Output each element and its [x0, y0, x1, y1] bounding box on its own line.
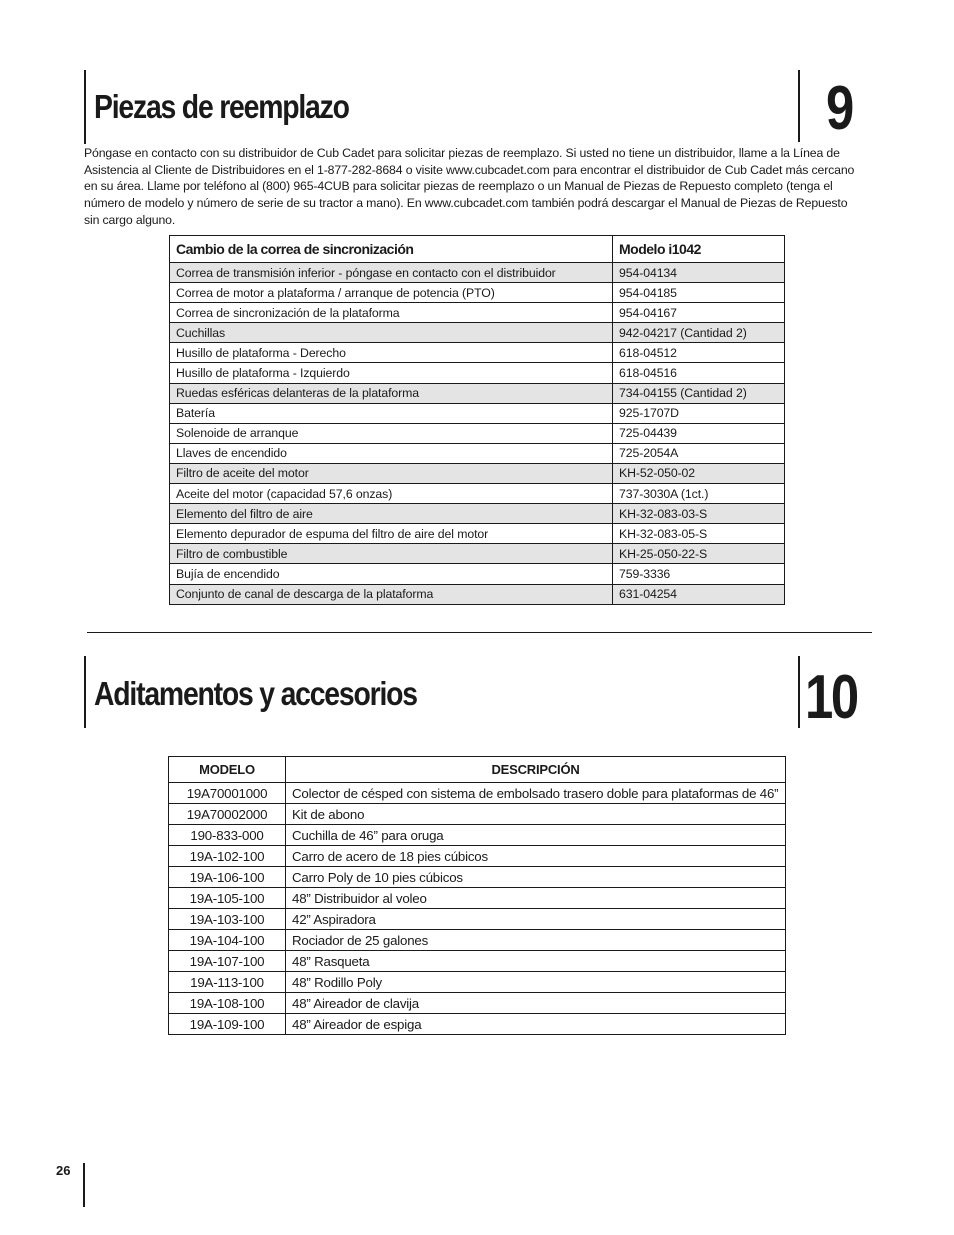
part-description: Correa de sincronización de la plataforma	[170, 303, 613, 323]
accessories-table	[168, 756, 786, 1035]
part-description: Husillo de plataforma - Izquierdo	[170, 363, 613, 383]
accessory-description: Kit de abono	[286, 804, 786, 825]
part-description: Conjunto de canal de descarga de la plataforma	[170, 584, 613, 604]
part-description: Correa de transmisión inferior - póngase en contacto con el distribuidor	[170, 263, 613, 283]
table-row	[170, 423, 785, 443]
part-number: KH-52-050-02	[613, 463, 785, 483]
accessory-model: 19A70002000	[169, 804, 286, 825]
table-row	[170, 403, 785, 423]
section10-number-rule	[798, 656, 800, 728]
table-row	[170, 504, 785, 524]
section10-title: Aditamentos y accesorios	[94, 675, 417, 712]
table-row	[170, 303, 785, 323]
accessory-description: 48” Aireador de clavija	[286, 993, 786, 1014]
table-row	[169, 1014, 786, 1035]
acc-header-model: MODELO	[169, 757, 286, 783]
section-divider	[87, 632, 872, 633]
section10-number: 10	[805, 663, 857, 732]
part-number: 759-3336	[613, 564, 785, 584]
accessory-model: 19A-104-100	[169, 930, 286, 951]
table-header-row	[170, 236, 785, 263]
table-row	[169, 930, 786, 951]
section9-number: 9	[826, 74, 852, 143]
part-description: Solenoide de arranque	[170, 423, 613, 443]
accessory-model: 19A-106-100	[169, 867, 286, 888]
accessory-model: 19A-107-100	[169, 951, 286, 972]
table-header-row	[169, 757, 786, 783]
page-number: 26	[56, 1163, 71, 1178]
section9-title: Piezas de reemplazo	[94, 88, 349, 125]
part-number: KH-32-083-03-S	[613, 504, 785, 524]
section9-intro	[84, 145, 862, 229]
part-description: Elemento del filtro de aire	[170, 504, 613, 524]
table-row	[170, 484, 785, 504]
accessory-model: 19A-103-100	[169, 909, 286, 930]
accessory-model: 19A-108-100	[169, 993, 286, 1014]
table-row	[169, 993, 786, 1014]
replacement-parts-table	[169, 235, 785, 605]
part-number: 618-04512	[613, 343, 785, 363]
table-row	[170, 263, 785, 283]
part-number: 925-1707D	[613, 403, 785, 423]
part-number: 942-04217 (Cantidad 2)	[613, 323, 785, 343]
table-row	[169, 972, 786, 993]
table-row	[170, 564, 785, 584]
table-row	[169, 783, 786, 804]
accessory-description: Colector de césped con sistema de embolsado trasero doble para plataformas de 46”	[286, 783, 786, 804]
part-number: 631-04254	[613, 584, 785, 604]
accessory-description: 48” Rasqueta	[286, 951, 786, 972]
table-row	[169, 951, 786, 972]
part-number: 954-04134	[613, 263, 785, 283]
parts-header-model: Modelo i1042	[613, 236, 785, 263]
table-row	[170, 383, 785, 403]
part-description: Elemento depurador de espuma del filtro de aire del motor	[170, 524, 613, 544]
accessory-model: 19A70001000	[169, 783, 286, 804]
section9-number-rule	[798, 70, 800, 142]
part-number: 725-2054A	[613, 443, 785, 463]
accessory-description: Cuchilla de 46” para oruga	[286, 825, 786, 846]
part-number: 954-04167	[613, 303, 785, 323]
accessory-model: 190-833-000	[169, 825, 286, 846]
part-description: Cuchillas	[170, 323, 613, 343]
table-row	[170, 544, 785, 564]
table-row	[169, 888, 786, 909]
table-row	[170, 363, 785, 383]
table-row	[169, 867, 786, 888]
table-row	[170, 463, 785, 483]
part-description: Bujía de encendido	[170, 564, 613, 584]
accessory-description: Carro de acero de 18 pies cúbicos	[286, 846, 786, 867]
table-row	[169, 846, 786, 867]
acc-header-description: DESCRIPCIÓN	[286, 757, 786, 783]
accessories-table-body	[169, 783, 786, 1035]
part-description: Llaves de encendido	[170, 443, 613, 463]
accessory-model: 19A-113-100	[169, 972, 286, 993]
accessory-description: Carro Poly de 10 pies cúbicos	[286, 867, 786, 888]
table-row	[170, 443, 785, 463]
accessory-description: 42” Aspiradora	[286, 909, 786, 930]
part-number: 734-04155 (Cantidad 2)	[613, 383, 785, 403]
part-description: Filtro de aceite del motor	[170, 463, 613, 483]
accessory-model: 19A-102-100	[169, 846, 286, 867]
table-row	[169, 825, 786, 846]
parts-table-body	[170, 263, 785, 605]
accessory-description: 48” Distribuidor al voleo	[286, 888, 786, 909]
accessory-model: 19A-105-100	[169, 888, 286, 909]
accessory-model: 19A-109-100	[169, 1014, 286, 1035]
part-number: KH-25-050-22-S	[613, 544, 785, 564]
part-number: 618-04516	[613, 363, 785, 383]
table-row	[169, 804, 786, 825]
part-description: Husillo de plataforma - Derecho	[170, 343, 613, 363]
table-row	[170, 343, 785, 363]
accessory-description: Rociador de 25 galones	[286, 930, 786, 951]
part-description: Aceite del motor (capacidad 57,6 onzas)	[170, 484, 613, 504]
section9-left-rule	[84, 70, 86, 144]
part-number: 725-04439	[613, 423, 785, 443]
section10-left-rule	[84, 656, 86, 728]
part-description: Correa de motor a plataforma / arranque de potencia (PTO)	[170, 283, 613, 303]
table-row	[170, 283, 785, 303]
accessory-description: 48” Rodillo Poly	[286, 972, 786, 993]
accessory-description: 48” Aireador de espiga	[286, 1014, 786, 1035]
part-number: 737-3030A (1ct.)	[613, 484, 785, 504]
intro-paragraph: Póngase en contacto con su distribuidor de Cub Cadet para solicitar piezas de reemplazo. Si usted no tiene un distribuidor, llame a la Línea de Asistencia al Cliente de Distribuidores en el 1-877-282-8684 o visite www.cubcadet.com para encontrar el distribuidor de Cub Cadet más cercano en su área. Llame por teléfono al (800) 965-4CUB para solicitar piezas de reemplazo o un Manual de Piezas de Repuesto completo (tenga el número de modelo y número de serie de su tractor a mano). En www.cubcadet.com también podrá descargar el Manual de Piezas de Repuesto sin cargo alguno.	[84, 146, 855, 227]
table-row	[169, 909, 786, 930]
footer-rule	[83, 1163, 85, 1207]
part-description: Filtro de combustible	[170, 544, 613, 564]
part-description: Batería	[170, 403, 613, 423]
part-number: KH-32-083-05-S	[613, 524, 785, 544]
table-row	[170, 584, 785, 604]
part-number: 954-04185	[613, 283, 785, 303]
table-row	[170, 524, 785, 544]
table-row	[170, 323, 785, 343]
part-description: Ruedas esféricas delanteras de la plataforma	[170, 383, 613, 403]
parts-header-description: Cambio de la correa de sincronización	[170, 236, 613, 263]
